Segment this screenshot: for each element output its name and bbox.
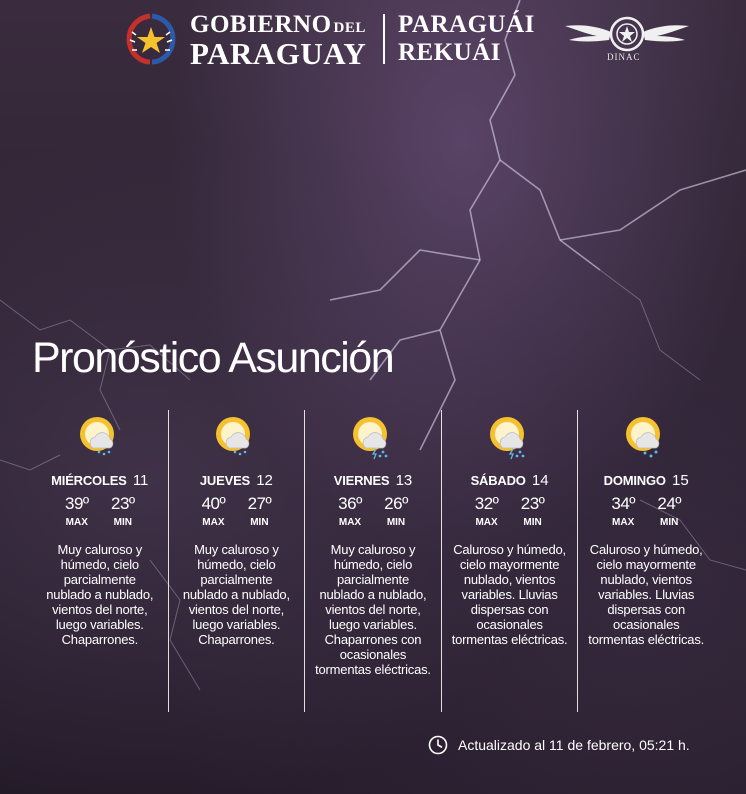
- site-header: [0, 0, 746, 80]
- temperatures: [578, 494, 714, 528]
- max-label: MAX: [475, 517, 498, 528]
- forecast-description: Muy caluroso y húmedo, cielo parcialmente nublado a nublado, vientos del norte, luego variables. Chaparrones.: [182, 542, 290, 647]
- temperatures: [169, 494, 305, 528]
- max-temp: 40º: [201, 494, 226, 513]
- forecast-description: Caluroso y húmedo, cielo mayormente nublado, vientos variables. Lluvias dispersas con ocasionales tormentas eléctricas.: [451, 542, 568, 647]
- gov-line1: GOBIERNO: [190, 11, 332, 38]
- min-temp: 26º: [384, 494, 408, 513]
- forecast-row: [32, 410, 714, 712]
- min-label: MIN: [523, 517, 542, 528]
- max-temp: 34º: [611, 494, 635, 513]
- min-label: MIN: [113, 517, 132, 528]
- day-date: 14: [531, 472, 549, 489]
- forecast-description: Caluroso y húmedo, cielo mayormente nublado, vientos variables. Lluvias dispersas con ocasionales tormentas eléctricas.: [588, 542, 705, 647]
- forecast-description: Muy caluroso y húmedo, cielo parcialmente nublado a nublado, vientos del norte, luego variables. Chaparrones.: [46, 542, 154, 647]
- sun-cloud-storm-icon: [487, 414, 533, 460]
- page-title: Pronóstico Asunción: [32, 334, 394, 382]
- day-name: [169, 472, 305, 490]
- min-label: MIN: [250, 517, 269, 528]
- dinac-label: DINAC: [607, 52, 641, 62]
- gov-line2: PARAGUAY: [190, 36, 367, 71]
- forecast-description: Muy caluroso y húmedo, cielo parcialmente nublado a nublado, vientos del norte, luego variables. Chaparrones con ocasionales tormentas eléctricas.: [315, 542, 431, 677]
- temperatures: [32, 494, 168, 528]
- day-label: VIERNES: [333, 473, 390, 488]
- day-label: MIÉRCOLES: [51, 473, 127, 488]
- max-label: MAX: [338, 517, 362, 528]
- header-divider: [383, 14, 385, 64]
- day-date: 11: [132, 472, 149, 489]
- day-name: [305, 472, 441, 490]
- day-label: SÁBADO: [470, 473, 526, 488]
- min-temp: 27º: [247, 494, 272, 513]
- sun-cloud-drizzle-icon: [213, 414, 259, 460]
- min-temp: 23º: [520, 494, 545, 513]
- max-label: MAX: [202, 517, 225, 528]
- forecast-day: [441, 410, 578, 712]
- sun-cloud-storm-icon: [350, 414, 396, 460]
- day-name: [578, 472, 714, 490]
- clock-icon: [428, 735, 448, 755]
- temperatures: [442, 494, 578, 528]
- sun-cloud-drizzle-icon: [77, 414, 123, 460]
- paraguay-seal-star-icon: [120, 10, 182, 66]
- sun-cloud-rain-icon: [623, 414, 669, 460]
- min-temp: 23º: [110, 494, 135, 513]
- temperatures: [305, 494, 441, 528]
- gov-del: DEL: [333, 20, 366, 36]
- max-temp: 32º: [474, 494, 499, 513]
- day-label: DOMINGO: [603, 473, 666, 488]
- max-temp: 39º: [64, 494, 89, 513]
- max-label: MAX: [65, 517, 88, 528]
- day-date: 13: [395, 472, 413, 489]
- forecast-day: [32, 410, 168, 712]
- updated-timestamp: [428, 735, 690, 755]
- forecast-day: [577, 410, 714, 712]
- max-temp: 36º: [338, 494, 362, 513]
- updated-text: Actualizado al 11 de febrero, 05:21 h.: [458, 737, 690, 753]
- day-name: [442, 472, 578, 490]
- gobierno-paraguay-logo-text: [190, 12, 366, 69]
- day-date: 15: [671, 472, 689, 489]
- day-name: [32, 472, 168, 490]
- paraguai-rekuai-logo-text: [398, 12, 535, 65]
- min-label: MIN: [386, 517, 406, 528]
- day-date: 12: [256, 472, 273, 489]
- day-label: JUEVES: [199, 473, 251, 488]
- rek-line1: PARAGUÁI: [398, 11, 535, 38]
- max-label: MAX: [612, 517, 635, 528]
- forecast-day: [168, 410, 305, 712]
- min-label: MIN: [660, 517, 679, 528]
- min-temp: 24º: [657, 494, 681, 513]
- forecast-day: [304, 410, 441, 712]
- rek-line2: REKUÁI: [398, 39, 502, 66]
